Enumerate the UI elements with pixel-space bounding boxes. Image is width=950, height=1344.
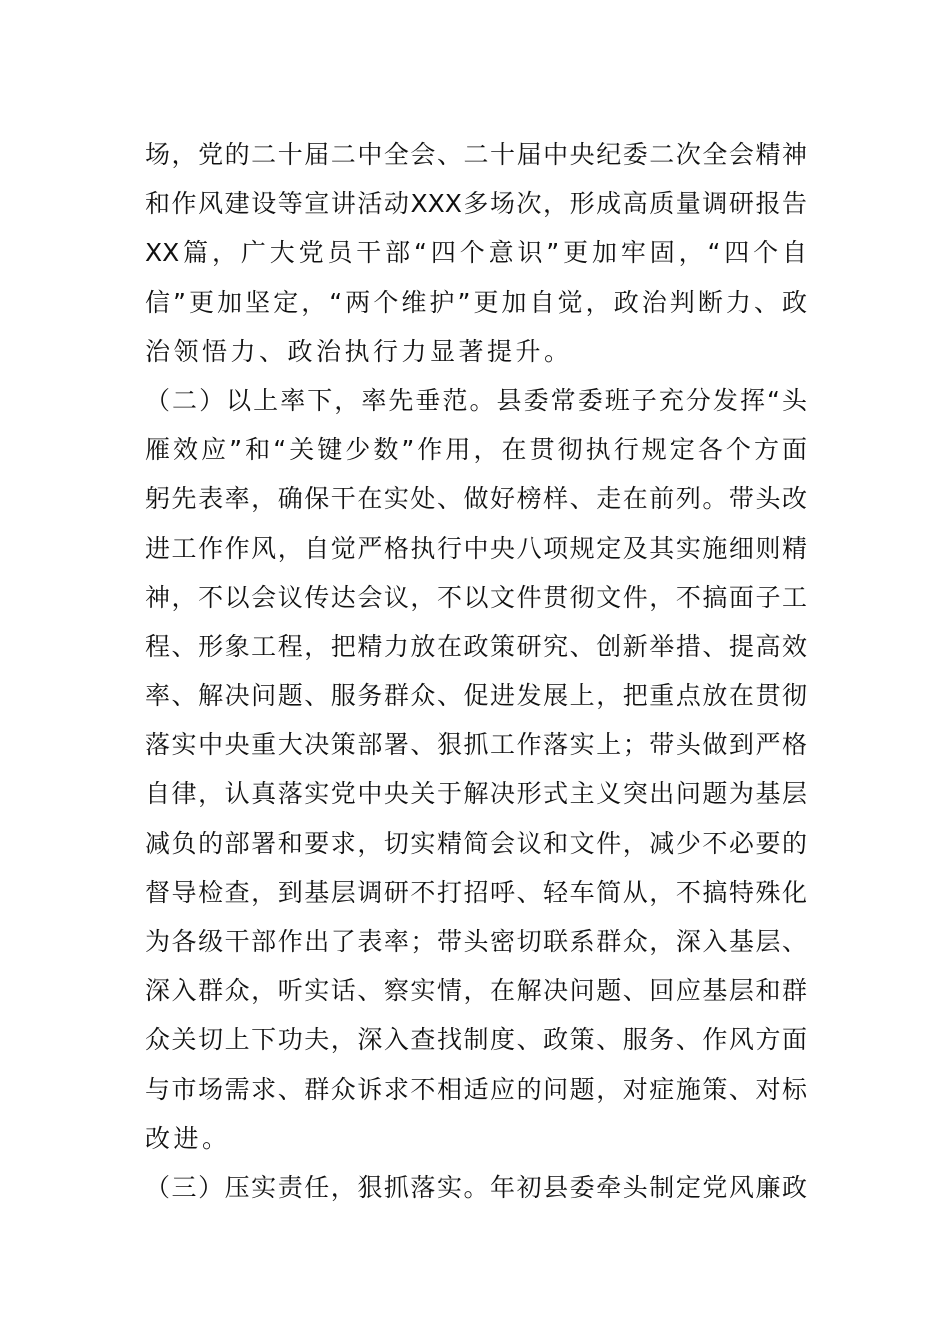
text-line-18: 深入群众，听实话、察实情，在解决问题、回应基层和群 bbox=[145, 976, 807, 1006]
text-line-8: 躬先表率，确保干在实处、做好榜样、走在前列。带头改 bbox=[145, 484, 807, 514]
text-line-19: 众关切上下功夫，深入查找制度、政策、服务、作风方面 bbox=[145, 1025, 807, 1055]
text-line-1: 场，党的二十届二中全会、二十届中央纪委二次全会精神 bbox=[145, 140, 807, 169]
text-line-20: 与市场需求、群众诉求不相适应的问题，对症施策、对标 bbox=[145, 1074, 807, 1104]
text-line-10: 神，不以会议传达会议，不以文件贯彻文件，不搞面子工 bbox=[145, 582, 807, 612]
text-line-12: 率、解决问题、服务群众、促进发展上，把重点放在贯彻 bbox=[145, 681, 807, 711]
text-line-13: 落实中央重大决策部署、狠抓工作落实上；带头做到严格 bbox=[145, 730, 807, 760]
text-line-4: 信”更加坚定，“两个维护”更加自觉，政治判断力、政 bbox=[145, 287, 807, 317]
text-line-21: 改进。 bbox=[145, 1123, 231, 1153]
text-line-3: XX篇，广大党员干部“四个意识”更加牢固，“四个自 bbox=[145, 238, 807, 268]
text-line-2: 和作风建设等宣讲活动XXX多场次，形成高质量调研报告 bbox=[145, 189, 807, 219]
text-line-16: 督导检查，到基层调研不打招呼、轻车简从，不搞特殊化 bbox=[145, 877, 807, 907]
text-line-7: 雁效应”和“关键少数”作用，在贯彻执行规定各个方面 bbox=[145, 435, 807, 465]
text-line-9: 进工作作风，自觉严格执行中央八项规定及其实施细则精 bbox=[145, 533, 807, 563]
text-line-17: 为各级干部作出了表率；带头密切联系群众，深入基层、 bbox=[145, 927, 807, 956]
body-text bbox=[145, 130, 807, 1212]
text-line-14: 自律，认真落实党中央关于解决形式主义突出问题为基层 bbox=[145, 779, 807, 809]
text-line-11: 程、形象工程，把精力放在政策研究、创新举措、提高效 bbox=[145, 631, 807, 661]
text-line-6: （二）以上率下，率先垂范。县委常委班子充分发挥“头 bbox=[145, 385, 807, 415]
text-line-22: （三）压实责任，狠抓落实。年初县委牵头制定党风廉政 bbox=[145, 1172, 807, 1202]
text-line-15: 减负的部署和要求，切实精简会议和文件，减少不必要的 bbox=[145, 828, 807, 858]
text-line-5: 治领悟力、政治执行力显著提升。 bbox=[145, 336, 573, 366]
